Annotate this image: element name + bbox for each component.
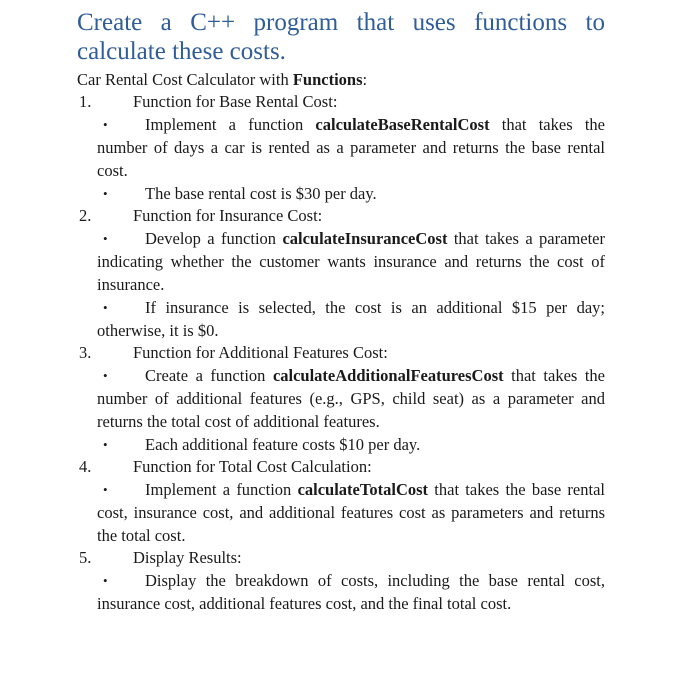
bullet-icon: • [103, 437, 108, 452]
section-number: 5. [79, 548, 92, 567]
section-5 [77, 547, 605, 615]
bullet-text: Each additional feature costs $10 per day. [145, 435, 421, 454]
bullet-text-post: that takes the number of days a car is rented as a parameter and returns the base rental cost. [97, 115, 605, 180]
section-heading [77, 205, 605, 227]
bullet-icon: • [103, 300, 108, 315]
intro-line [77, 69, 605, 91]
section-4 [77, 456, 605, 547]
section-heading [77, 342, 605, 364]
bullet-text: Display the breakdown of costs, including the base rental cost, insurance cost, additional features cost, and the final total cost. [97, 571, 605, 613]
bullet-icon: • [103, 482, 108, 497]
section-label: Function for Insurance Cost: [133, 206, 323, 225]
function-name: calculateBaseRentalCost [315, 115, 490, 134]
section-heading [77, 456, 605, 478]
section-number: 2. [79, 206, 92, 225]
bullet-item [97, 433, 605, 456]
function-name: calculateAdditionalFeaturesCost [272, 366, 504, 385]
bullet-text-post: that takes the base rental cost, insurance cost, and additional features cost as parameters and returns the total cost. [97, 480, 605, 545]
bullet-text: If insurance is selected, the cost is an additional $15 per day; otherwise, it is $0. [97, 298, 605, 340]
bullet-item [97, 227, 605, 296]
section-heading [77, 91, 605, 113]
bullet-text-pre: Develop a function [145, 229, 283, 248]
intro-bold: Functions [292, 70, 363, 89]
section-number: 1. [79, 92, 92, 111]
section-number: 4. [79, 457, 92, 476]
section-label: Function for Additional Features Cost: [133, 343, 388, 362]
bullet-item [97, 478, 605, 547]
bullet-item [97, 113, 605, 182]
bullet-item [97, 182, 605, 205]
bullet-text-pre: Implement a function [145, 115, 316, 134]
bullet-item [97, 364, 605, 433]
bullet-text-post: that takes a parameter indicating whether the customer wants insurance and returns the cost of insurance. [97, 229, 605, 294]
section-1 [77, 91, 605, 205]
section-3 [77, 342, 605, 456]
bullet-icon: • [103, 368, 108, 383]
bullet-text: The base rental cost is $30 per day. [145, 184, 377, 203]
bullet-icon: • [103, 231, 108, 246]
section-heading [77, 547, 605, 569]
bullet-icon: • [103, 117, 108, 132]
function-name: calculateTotalCost [297, 480, 429, 499]
bullet-text-pre: Create a function [145, 366, 273, 385]
bullet-item [97, 569, 605, 615]
bullet-icon: • [103, 186, 108, 201]
section-label: Function for Total Cost Calculation: [133, 457, 372, 476]
document-page [77, 8, 605, 615]
section-label: Display Results: [133, 548, 242, 567]
bullet-text-pre: Implement a function [145, 480, 298, 499]
bullet-item [97, 296, 605, 342]
section-2 [77, 205, 605, 342]
intro-prefix: Car Rental Cost Calculator with [77, 70, 293, 89]
section-label: Function for Base Rental Cost: [133, 92, 338, 111]
function-name: calculateInsuranceCost [282, 229, 448, 248]
intro-suffix: : [362, 70, 368, 89]
bullet-icon: • [103, 573, 108, 588]
bullet-text-post: that takes the number of additional features (e.g., GPS, child seat) as a parameter and returns the total cost of additional features. [97, 366, 605, 431]
document-title: Create a C++ program that uses functions to calculate these costs. [77, 9, 605, 65]
section-number: 3. [79, 343, 92, 362]
